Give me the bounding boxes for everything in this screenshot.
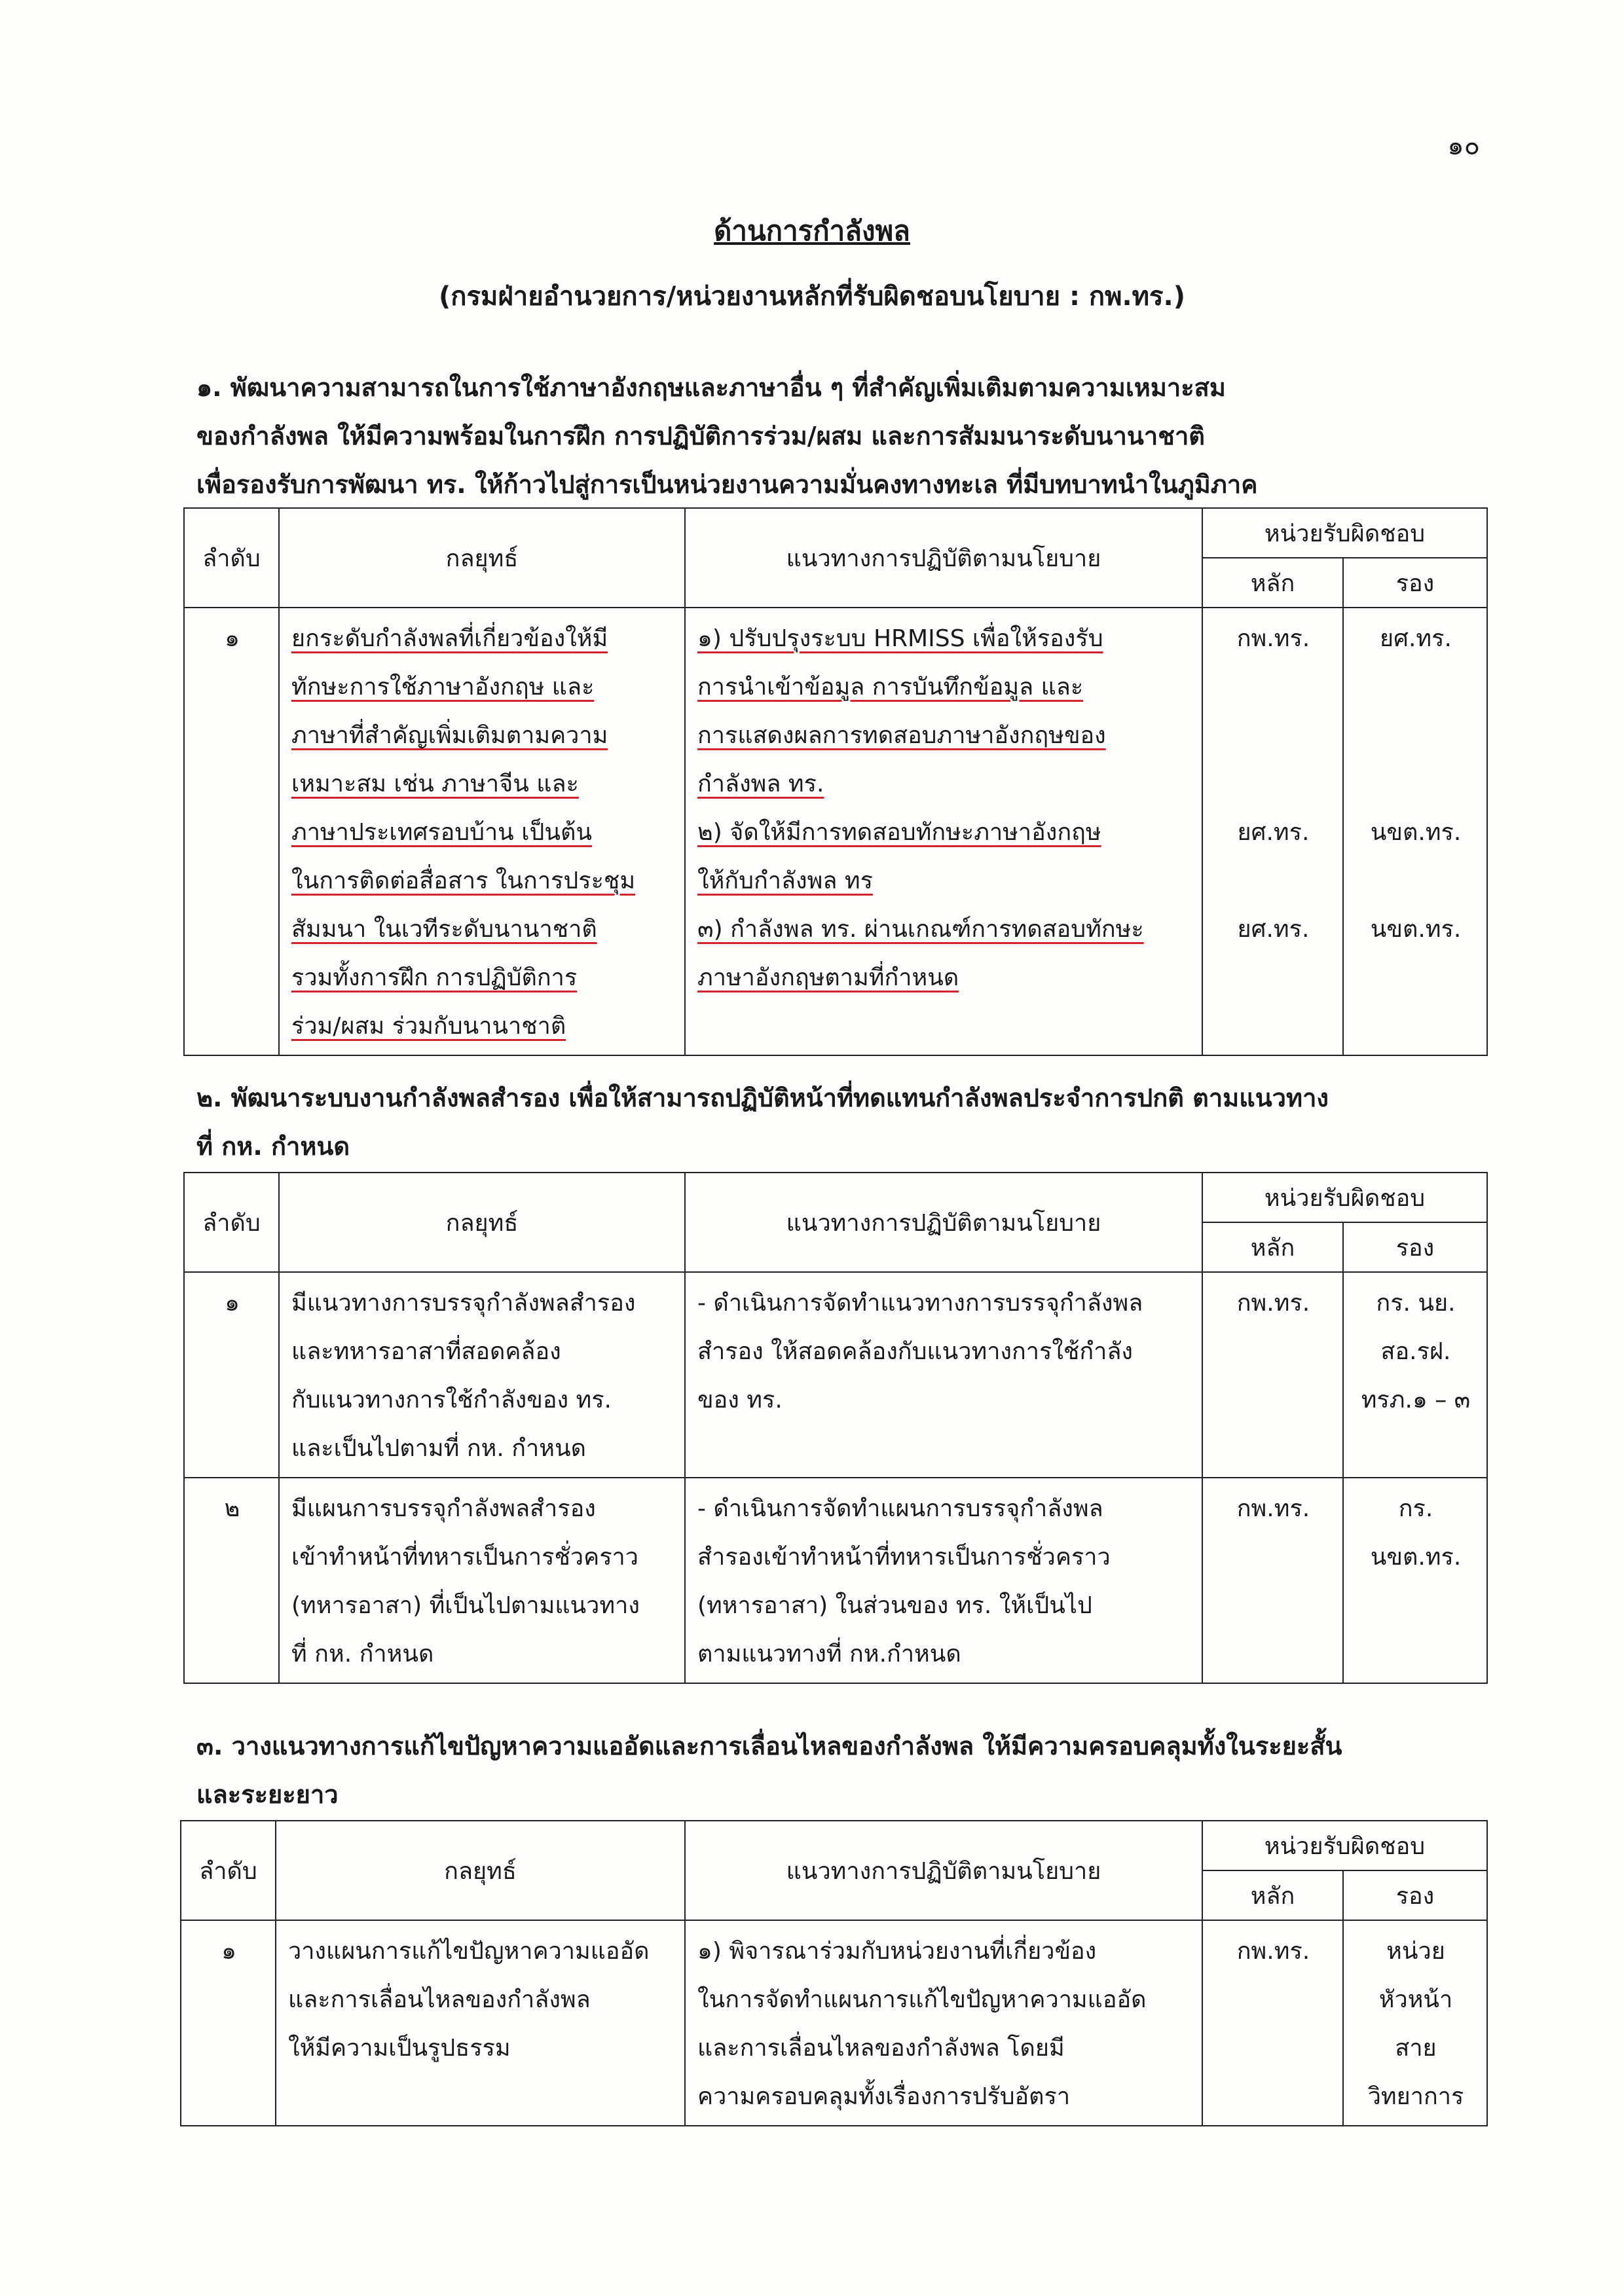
header-seq: ลำดับ [181,1821,276,1920]
header-guideline: แนวทางการปฏิบัติตามนโยบาย [685,508,1202,608]
support-unit-cell: กร. นย. สอ.รฝ. ทรภ.๑ – ๓ [1343,1272,1487,1478]
header-seq: ลำดับ [184,508,279,608]
section-3-heading: ๓. วางแนวทางการแก้ไขปัญหาความแออัดและการเลื่อนไหลของกำลังพล ให้มีความครอบคลุมทั้งในระยะสั้น และระยะยาว [196,1732,1342,1809]
strategy-cell: มีแนวทางการบรรจุกำลังพลสำรอง และทหารอาสาที่สอดคล้อง กับแนวทางการใช้กำลังของ ทร. และเป็นไปตามที่ กห. กำหนด [279,1272,685,1478]
strategy-cell: วางแผนการแก้ไขปัญหาความแออัด และการเลื่อนไหลของกำลังพล ให้มีความเป็นรูปธรรม [276,1920,685,2126]
page-number: ๑๐ [1447,131,1480,161]
table-section-1 [183,507,1488,1056]
header-responsible: หน่วยรับผิดชอบ [1202,508,1487,558]
page-title: ด้านการกำลังพล [714,215,910,247]
header-strategy: กลยุทธ์ [279,1173,685,1272]
header-responsible: หน่วยรับผิดชอบ [1202,1173,1487,1222]
header-main: หลัก [1202,1222,1343,1272]
page-subtitle: (กรมฝ่ายอำนวยการ/หน่วยงานหลักที่รับผิดชอบนโยบาย : กพ.ทร.) [439,282,1185,312]
guideline-cell: - ดำเนินการจัดทำแนวทางการบรรจุกำลังพล สำรอง ให้สอดคล้องกับแนวทางการใช้กำลัง ของ ทร. [685,1272,1202,1478]
header-responsible: หน่วยรับผิดชอบ [1202,1821,1487,1870]
header-guideline: แนวทางการปฏิบัติตามนโยบาย [685,1173,1202,1272]
header-support: รอง [1343,1870,1487,1920]
support-unit-cell: ยศ.ทร. นขต.ทร. นขต.ทร. [1343,608,1487,1055]
main-unit-cell: กพ.ทร. ยศ.ทร. ยศ.ทร. [1202,608,1343,1055]
guideline-cell: - ดำเนินการจัดทำแผนการบรรจุกำลังพล สำรองเข้าทำหน้าที่ทหารเป็นการชั่วคราว (ทหารอาสา) ในส่วนของ ทร. ให้เป็นไป ตามแนวทางที่ กห.กำหนด [685,1478,1202,1683]
table-row [184,608,1487,1055]
table-section-2 [183,1172,1488,1684]
table-row [184,1272,1487,1478]
row-seq: ๑ [225,1290,240,1317]
section-2-heading: ๒. พัฒนาระบบงานกำลังพลสำรอง เพื่อให้สามารถปฏิบัติหน้าที่ทดแทนกำลังพลประจำการปกติ ตามแนวทาง ที่ กห. กำหนด [196,1084,1329,1161]
header-strategy: กลยุทธ์ [279,508,685,608]
main-unit-cell: กพ.ทร. [1202,1478,1343,1683]
support-unit-cell: กร. นขต.ทร. [1343,1478,1487,1683]
support-unit-cell: หน่วย หัวหน้า สาย วิทยาการ [1343,1920,1487,2126]
row-seq: ๒ [224,1495,240,1522]
strategy-cell: ยกระดับกำลังพลที่เกี่ยวข้องให้มี ทักษะการใช้ภาษาอังกฤษ และ ภาษาที่สำคัญเพิ่มเติมตามความ เหมาะสม เช่น ภาษาจีน และ ภาษาประเทศรอบบ้าน เป็นต้น ในการติดต่อสื่อสาร ในการประชุม สัมมนา ในเวทีระดับนานาชาติ รวมทั้งการฝึก การปฏิบัติการ ร่วม/ผสม ร่วมกับนานาชาติ [279,608,685,1055]
strategy-cell: มีแผนการบรรจุกำลังพลสำรอง เข้าทำหน้าที่ทหารเป็นการชั่วคราว (ทหารอาสา) ที่เป็นไปตามแนวทาง ที่ กห. กำหนด [279,1478,685,1683]
main-unit-cell: กพ.ทร. [1202,1920,1343,2126]
table-row [181,1920,1487,2126]
header-strategy: กลยุทธ์ [276,1821,685,1920]
header-main: หลัก [1202,1870,1343,1920]
header-guideline: แนวทางการปฏิบัติตามนโยบาย [685,1821,1202,1920]
table-row [184,1478,1487,1683]
header-support: รอง [1343,1222,1487,1272]
row-seq: ๑ [225,625,240,652]
table-section-3 [180,1820,1488,2126]
row-seq: ๑ [221,1938,236,1965]
header-main: หลัก [1202,558,1343,608]
header-seq: ลำดับ [184,1173,279,1272]
guideline-cell: ๑) พิจารณาร่วมกับหน่วยงานที่เกี่ยวข้อง ในการจัดทำแผนการแก้ไขปัญหาความแออัด และการเลื่อนไหลของกำลังพล โดยมี ความครอบคลุมทั้งเรื่องการปรับอัตรา [685,1920,1202,2126]
section-1-heading: ๑. พัฒนาความสามารถในการใช้ภาษาอังกฤษและภาษาอื่น ๆ ที่สำคัญเพิ่มเติมตามความเหมาะสม ของกำลังพล ให้มีความพร้อมในการฝึก การปฏิบัติการร่วม/ผสม และการสัมมนาระดับนานาชาติ เพื่อรองรับการพัฒนา ทร. ให้ก้าวไปสู่การเป็นหน่วยงานความมั่นคงทางทะเล ที่มีบทบาทนำในภูมิภาค [196,373,1258,499]
header-support: รอง [1343,558,1487,608]
guideline-cell: ๑) ปรับปรุงระบบ HRMISS เพื่อให้รองรับ การนำเข้าข้อมูล การบันทึกข้อมูล และ การแสดงผลการทดสอบภาษาอังกฤษของ กำลังพล ทร. ๒) จัดให้มีการทดสอบทักษะภาษาอังกฤษ ให้กับกำลังพล ทร ๓) กำลังพล ทร. ผ่านเกณฑ์การทดสอบทักษะ ภาษาอังกฤษตามที่กำหนด [685,608,1202,1055]
main-unit-cell: กพ.ทร. [1202,1272,1343,1478]
